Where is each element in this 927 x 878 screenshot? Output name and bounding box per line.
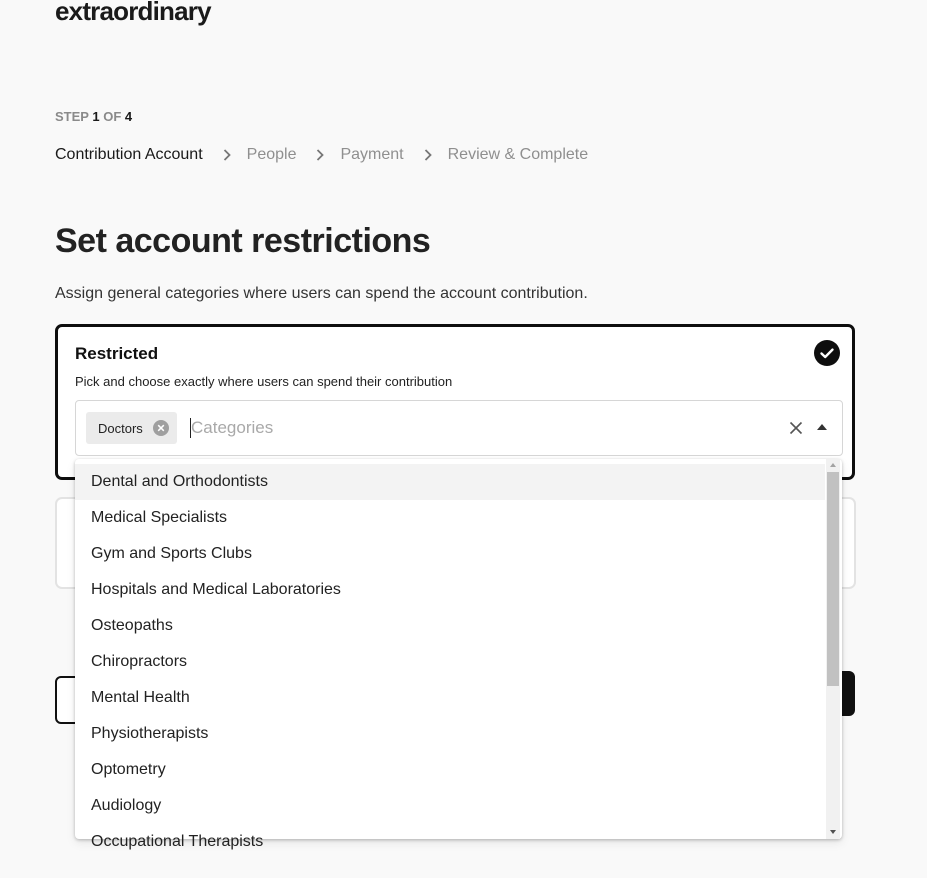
- brand-logo: extraordinary: [55, 0, 211, 26]
- chip-label: Doctors: [98, 420, 143, 436]
- restricted-description: Pick and choose exactly where users can spend their contribution: [75, 374, 453, 389]
- chip-remove-icon[interactable]: [153, 420, 169, 436]
- selected-chip: [86, 412, 177, 444]
- breadcrumb-contribution-account[interactable]: Contribution Account: [55, 146, 203, 163]
- checkmark-circle-icon: [814, 340, 840, 366]
- breadcrumb: [55, 146, 588, 164]
- page-subtitle: Assign general categories where users can spend the account contribution.: [55, 285, 588, 302]
- option-dental-orthodontists[interactable]: Dental and Orthodontists: [75, 464, 825, 500]
- option-osteopaths[interactable]: Osteopaths: [91, 617, 173, 634]
- clear-icon[interactable]: [788, 420, 804, 436]
- option-medical-specialists[interactable]: Medical Specialists: [91, 509, 228, 526]
- option-occupational-therapists[interactable]: Occupational Therapists: [91, 833, 264, 850]
- caret-up-icon[interactable]: [817, 424, 827, 430]
- scroll-up-arrow-icon[interactable]: [830, 463, 836, 467]
- chevron-right-icon: [416, 149, 440, 161]
- category-search-input[interactable]: [191, 415, 751, 441]
- option-gym-sports-clubs[interactable]: Gym and Sports Clubs: [91, 545, 252, 562]
- breadcrumb-people[interactable]: People: [246, 146, 297, 163]
- step-of: OF: [103, 109, 122, 124]
- category-select[interactable]: [75, 400, 843, 456]
- restricted-title: Restricted: [75, 344, 159, 363]
- step-total: 4: [124, 109, 133, 124]
- step-prefix: STEP: [55, 109, 89, 124]
- step-indicator: [55, 109, 132, 124]
- option-chiropractors[interactable]: Chiropractors: [91, 653, 188, 670]
- scroll-down-arrow-icon[interactable]: [830, 830, 836, 834]
- step-current: 1: [92, 109, 100, 124]
- breadcrumb-review-complete[interactable]: Review & Complete: [447, 146, 589, 163]
- breadcrumb-payment[interactable]: Payment: [340, 146, 404, 163]
- chevron-right-icon: [308, 149, 332, 161]
- page-title: Set account restrictions: [55, 222, 431, 260]
- option-optometry[interactable]: Optometry: [91, 761, 166, 778]
- option-physiotherapists[interactable]: Physiotherapists: [91, 725, 209, 742]
- option-audiology[interactable]: Audiology: [91, 797, 162, 814]
- option-mental-health[interactable]: Mental Health: [91, 689, 190, 706]
- category-dropdown-list: [75, 459, 842, 850]
- option-hospitals-medical-labs[interactable]: Hospitals and Medical Laboratories: [91, 581, 341, 598]
- chevron-right-icon: [215, 149, 239, 161]
- scrollbar-thumb[interactable]: [827, 472, 839, 686]
